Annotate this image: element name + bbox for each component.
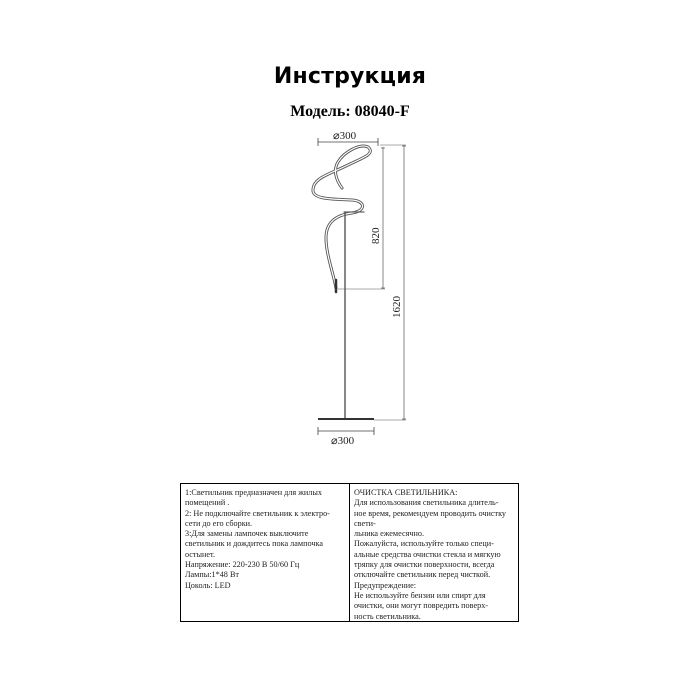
warning-text: Не используйте бензин или спирт для очистки, они могут повредить поверх- ность светильника. bbox=[354, 590, 489, 621]
model-number: Модель: 08040-F bbox=[290, 103, 410, 120]
usage-instructions bbox=[181, 484, 350, 621]
cleaning-heading: ОЧИСТКА СВЕТИЛЬНИКА: bbox=[354, 488, 458, 497]
bottom-diameter-dimension bbox=[318, 427, 374, 447]
lamp-height-label: 820 bbox=[370, 227, 382, 244]
spec-voltage: Напряжение: 220-230 В 50/60 Гц bbox=[185, 560, 300, 570]
total-height-label: 1620 bbox=[391, 296, 403, 318]
instruction-item: 1:Светильник предназначен для жилых помещений . bbox=[185, 488, 322, 508]
top-diameter-dimension bbox=[318, 130, 378, 146]
instructions-table bbox=[180, 483, 519, 622]
warning-heading: Предупреждение: bbox=[354, 580, 417, 590]
document-title: Инструкция bbox=[273, 64, 427, 89]
cleaning-text-1: Для использования светильника длитель- ное время, рекомендуем проводить очистку свети- льника ежемесячно. bbox=[354, 498, 507, 539]
lamp-ribbon bbox=[313, 146, 370, 292]
cleaning-instructions bbox=[350, 484, 518, 621]
cleaning-text-2: Пожалуйста, используйте только специ- альные средства очистки стекла и мягкую тряпку для очистки поверхности, всегда отключайте светильник перед чисткой. bbox=[354, 539, 501, 580]
instruction-item: 3:Для замены лампочек выключите светильник и дождитесь пока лампочка остынет. bbox=[185, 529, 323, 559]
top-diameter-label: ⌀300 bbox=[333, 130, 357, 142]
spec-lamps: Лампы:1*48 Вт bbox=[185, 570, 239, 580]
bottom-diameter-label: ⌀300 bbox=[331, 435, 355, 447]
instruction-item: 2: Не подключайте светильник к электро- сети до его сборки. bbox=[185, 508, 330, 528]
spec-socket: Цоколь: LED bbox=[185, 580, 231, 590]
total-height-dimension bbox=[374, 145, 406, 420]
